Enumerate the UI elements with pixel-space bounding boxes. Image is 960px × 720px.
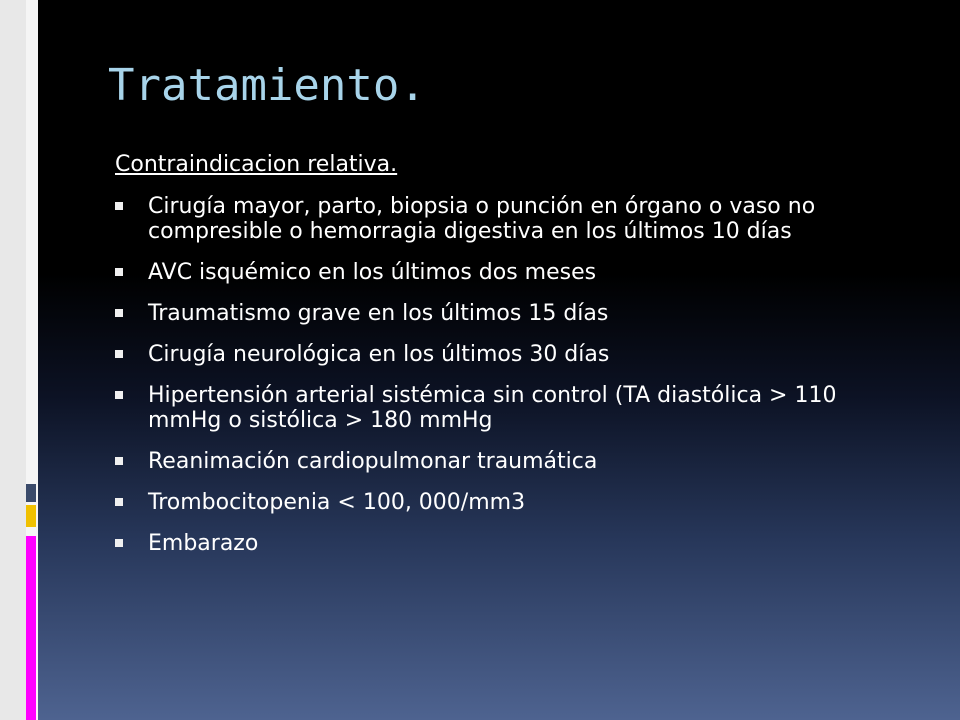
bullet-item: [115, 449, 845, 474]
slide-title: Tratamiento.: [108, 60, 426, 111]
bullet-text: Cirugía neurológica en los últimos 30 días: [148, 342, 610, 367]
bullet-text: Traumatismo grave en los últimos 15 días: [148, 301, 609, 326]
bullet-text: Cirugía mayor, parto, biopsia o punción en órgano o vaso no compresible o hemorragia digestiva en los últimos 10 días: [148, 194, 816, 244]
square-bullet-icon: [115, 202, 123, 210]
square-bullet-icon: [115, 498, 123, 506]
magenta-accent-strip: [26, 536, 36, 720]
bullet-text: Trombocitopenia < 100, 000/mm3: [148, 490, 526, 515]
square-bullet-icon: [115, 391, 123, 399]
bullet-item: [115, 531, 845, 556]
square-bullet-icon: [115, 268, 123, 276]
square-bullet-icon: [115, 350, 123, 358]
square-bullet-icon: [115, 539, 123, 547]
bullet-text: Embarazo: [148, 531, 259, 556]
bullet-item: [115, 194, 845, 244]
slide-subtitle: Contraindicacion relativa.: [115, 152, 398, 177]
square-bullet-icon: [115, 457, 123, 465]
accent-square-blue: [26, 484, 36, 502]
slide-content: [38, 0, 960, 720]
bullet-item: [115, 490, 845, 515]
bullet-text: Reanimación cardiopulmonar traumática: [148, 449, 598, 474]
square-bullet-icon: [115, 309, 123, 317]
bullet-item: [115, 260, 845, 285]
bullet-text: AVC isquémico en los últimos dos meses: [148, 260, 597, 285]
accent-square-yellow: [26, 505, 36, 527]
bullet-list: [115, 194, 845, 572]
bullet-text: Hipertensión arterial sistémica sin control (TA diastólica > 110 mmHg o sistólica > 180 mmHg: [148, 383, 837, 433]
bullet-item: [115, 342, 845, 367]
bullet-item: [115, 301, 845, 326]
bullet-item: [115, 383, 845, 433]
